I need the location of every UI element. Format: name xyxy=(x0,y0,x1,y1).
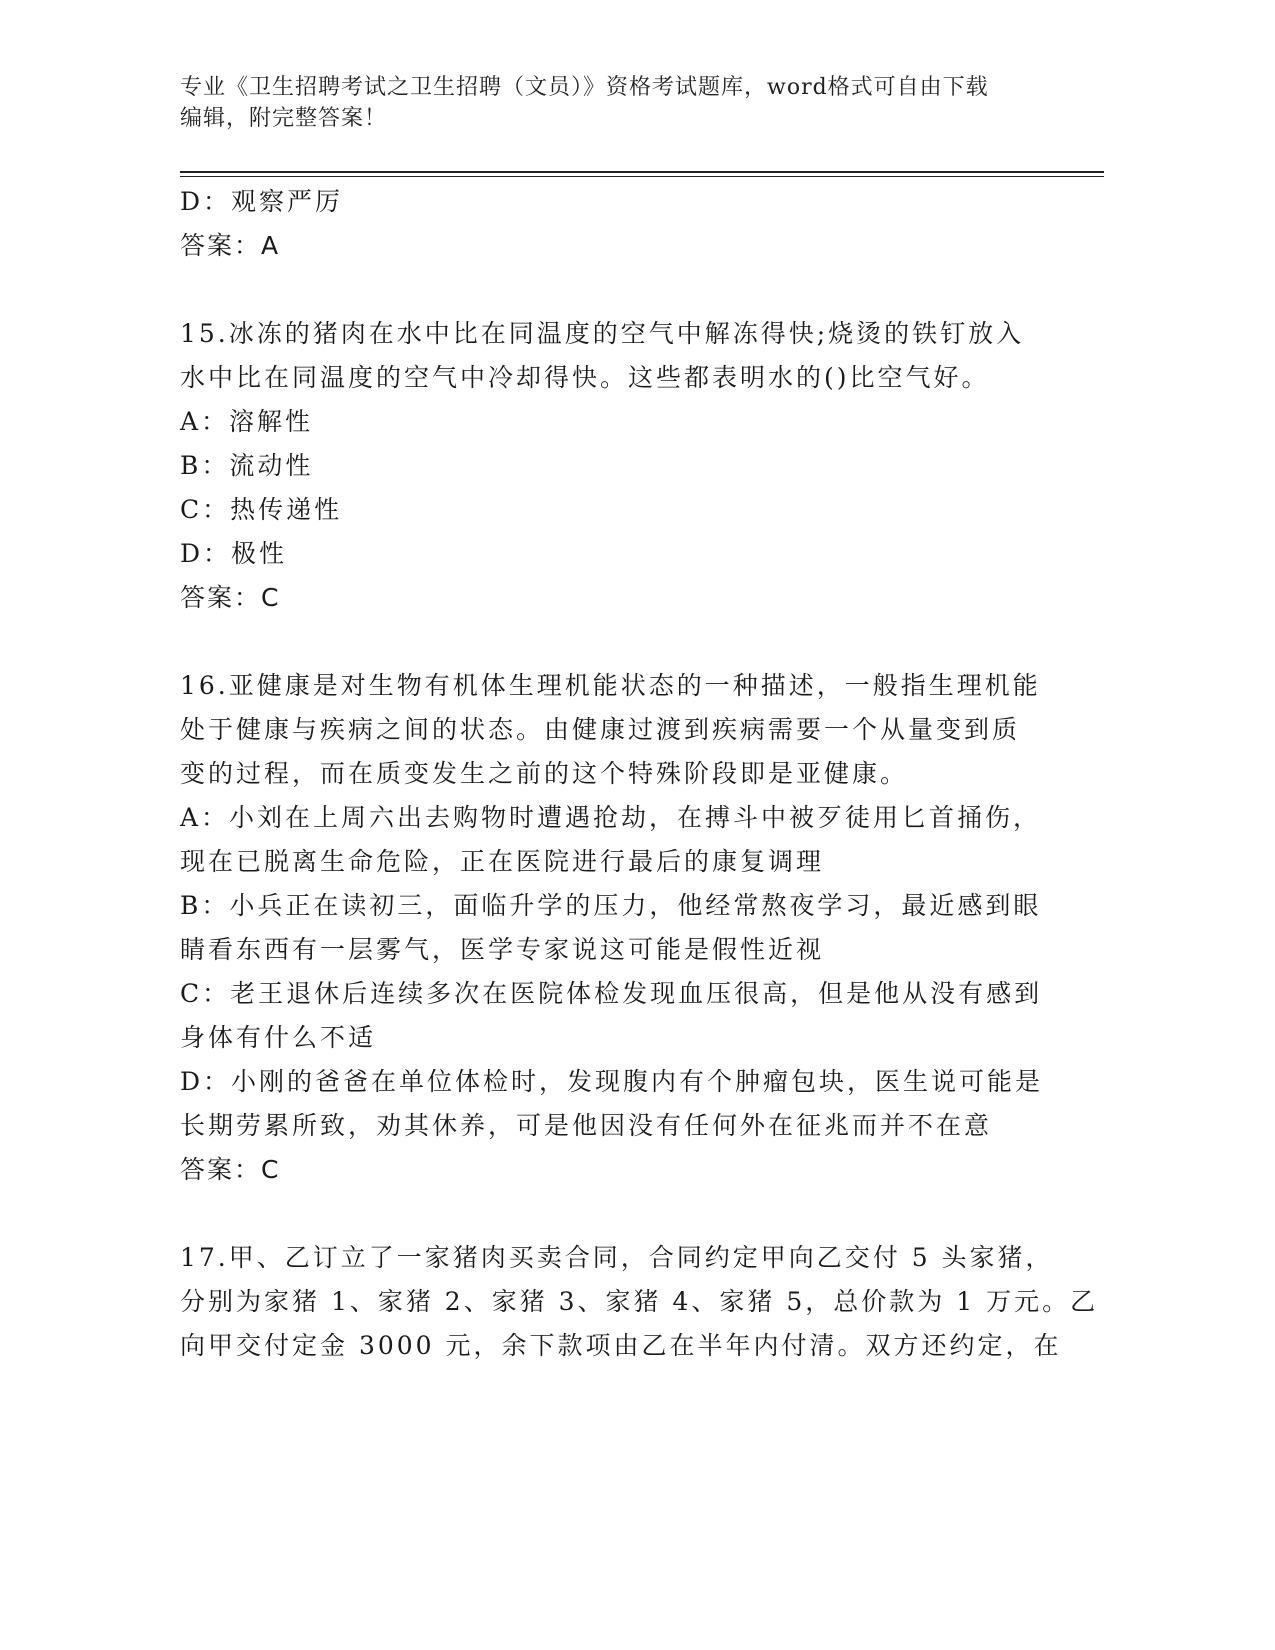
option-a-continued: 现在已脱离生命危险，正在医院进行最后的康复调理 xyxy=(180,847,825,876)
question-stem: 15.冰冻的猪肉在水中比在同温度的空气中解冻得快;烧烫的铁钉放入 xyxy=(180,319,1025,348)
question-stem: 17.甲、乙订立了一家猪肉买卖合同，合同约定甲向乙交付 5 头家猪， xyxy=(180,1243,1054,1272)
option-d: D：观察严厉 xyxy=(180,187,344,216)
option-d: D：小刚的爸爸在单位体检时，发现腹内有个肿瘤包块，医生说可能是 xyxy=(180,1067,1044,1096)
spacer xyxy=(180,1192,1040,1236)
header-line-2: 编辑，附完整答案！ xyxy=(180,106,388,131)
option-b-continued: 睛看东西有一层雾气，医学专家说这可能是假性近视 xyxy=(180,935,825,964)
answer: 答案：C xyxy=(180,583,281,612)
question-stem: 向甲交付定金 3000 元，余下款项由乙在半年内付清。双方还约定，在 xyxy=(180,1331,1062,1360)
header-rule-thin xyxy=(180,176,1104,177)
question-16 xyxy=(180,664,1044,1192)
answer: 答案：A xyxy=(180,231,281,260)
option-b: B：小兵正在读初三，面临升学的压力，他经常熬夜学习，最近感到眼 xyxy=(180,891,1042,920)
question-17 xyxy=(180,1236,1099,1368)
option-b: B：流动性 xyxy=(180,451,314,480)
question-stem: 处于健康与疾病之间的状态。由健康过渡到疾病需要一个从量变到质 xyxy=(180,715,1021,744)
option-c-continued: 身体有什么不适 xyxy=(180,1023,377,1052)
option-c: C：热传递性 xyxy=(180,495,343,524)
option-a: A：小刘在上周六出去购物时遭遇抢劫，在搏斗中被歹徒用匕首捅伤， xyxy=(180,803,1042,832)
option-a: A：溶解性 xyxy=(180,407,314,436)
question-15 xyxy=(180,312,1040,620)
header-rule-thick xyxy=(180,171,1104,173)
document-body xyxy=(180,180,1099,1368)
answer: 答案：C xyxy=(180,1155,281,1184)
option-c: C：老王退休后连续多次在医院体检发现血压很高，但是他从没有感到 xyxy=(180,979,1043,1008)
option-d: D：极性 xyxy=(180,539,288,568)
question-stem: 16.亚健康是对生物有机体生理机能状态的一种描述，一般指生理机能 xyxy=(180,671,1041,700)
document-header xyxy=(180,72,1060,134)
header-line-1: 专业《卫生招聘考试之卫生招聘（文员）》资格考试题库，word格式可自由下载 xyxy=(180,75,989,100)
option-d-continued: 长期劳累所致，劝其休养，可是他因没有任何外在征兆而并不在意 xyxy=(180,1111,993,1140)
spacer xyxy=(180,620,1040,664)
spacer xyxy=(180,268,1040,312)
question-stem: 水中比在同温度的空气中冷却得快。这些都表明水的()比空气好。 xyxy=(180,363,990,392)
question-14-tail xyxy=(180,180,1040,268)
question-stem: 变的过程，而在质变发生之前的这个特殊阶段即是亚健康。 xyxy=(180,759,909,788)
question-stem: 分别为家猪 1、家猪 2、家猪 3、家猪 4、家猪 5，总价款为 1 万元。乙 xyxy=(180,1287,1099,1316)
